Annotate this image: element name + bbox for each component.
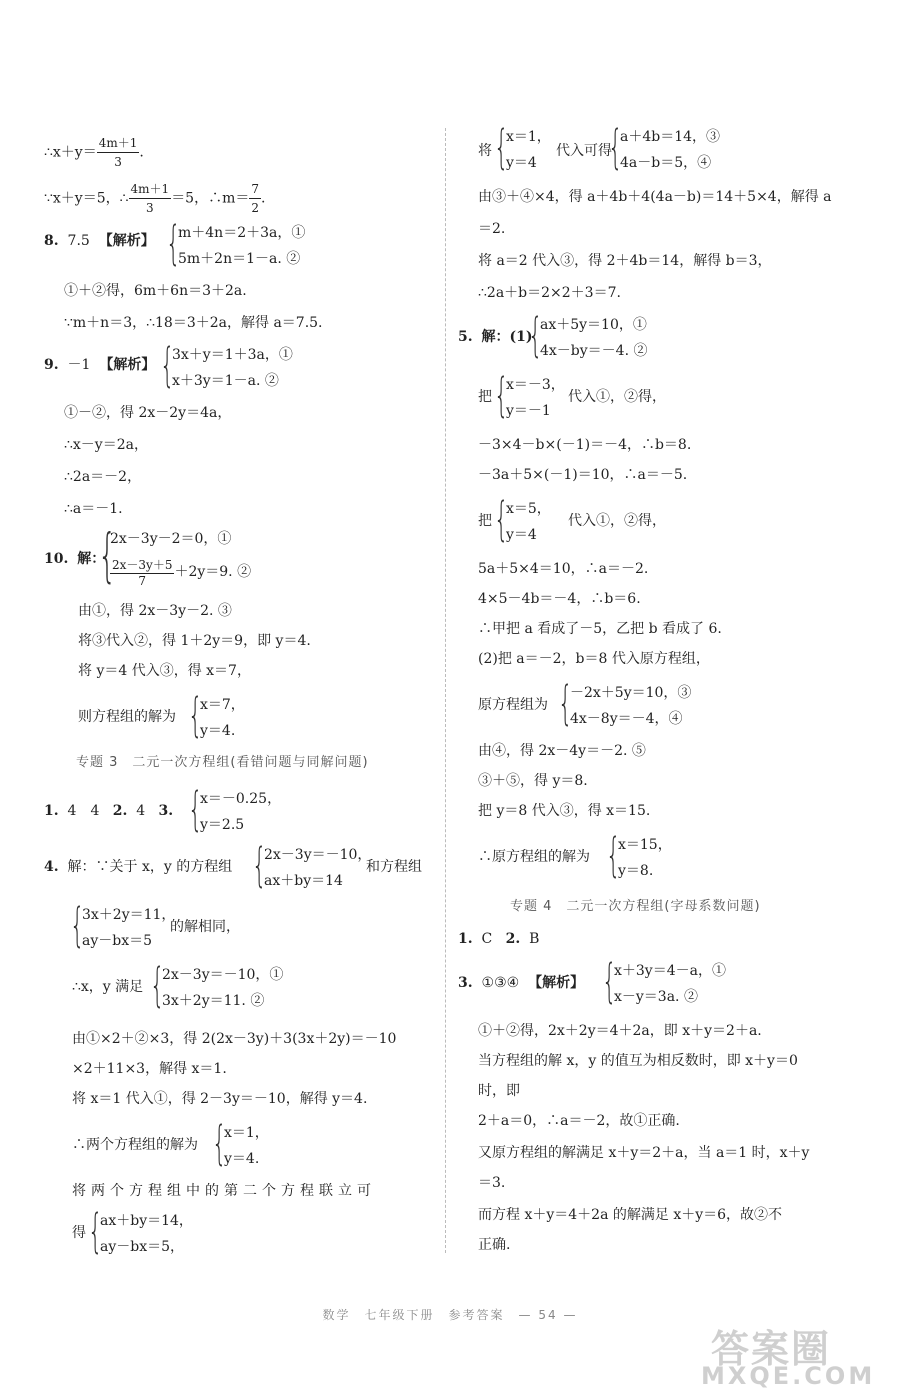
brace: { xyxy=(528,308,543,362)
text: ∴x＋y＝ xyxy=(44,144,97,161)
question-number: 2. xyxy=(112,803,128,819)
answer: B xyxy=(529,931,540,947)
eq: 4a－b＝5，④ xyxy=(620,155,712,171)
numerator: 2x－3y＋5 xyxy=(112,558,173,572)
eq: ax＋5y＝10，① xyxy=(540,317,647,333)
eq: y＝2.5 xyxy=(200,817,245,833)
watermark-logo xyxy=(701,1318,886,1388)
question-number: 1. xyxy=(458,931,473,947)
eq: ay－bx＝5 xyxy=(82,933,153,949)
answer: 7.5 xyxy=(67,233,90,249)
line: 2＋a＝0，∴a＝－2，故①正确. xyxy=(478,1113,680,1129)
line: ③＋⑤，得 y＝8. xyxy=(478,773,588,789)
brace: { xyxy=(70,898,85,952)
eq xyxy=(110,556,251,588)
question-number: 1. xyxy=(44,803,59,819)
line: ∴甲把 a 看成了－5，乙把 b 看成了 6. xyxy=(478,621,722,637)
line: 则方程组的解为 xyxy=(78,709,176,725)
numerator: 7 xyxy=(249,180,261,199)
text: 得 xyxy=(72,1225,86,1241)
text: 的解相同， xyxy=(170,919,240,935)
line: 而方程 x＋y＝4＋2a 的解满足 x＋y＝6，故②不 xyxy=(478,1207,783,1223)
line: 将 a＝2 代入③，得 2＋4b＝14，解得 b＝3， xyxy=(478,253,772,269)
brace: { xyxy=(160,338,175,392)
eq: x＝1， xyxy=(224,1125,269,1141)
eq: x＝7， xyxy=(200,697,245,713)
numerator: 4m＋1 xyxy=(97,134,140,153)
denominator: 2 xyxy=(251,201,260,215)
eq: ay－bx＝5， xyxy=(100,1239,185,1255)
brace: { xyxy=(252,838,267,892)
eq: 2x－3y＝－10，① xyxy=(162,967,284,983)
eq: ax＋by＝14 xyxy=(264,873,343,889)
eq: x＋3y＝1－a. ② xyxy=(172,373,279,389)
brace: { xyxy=(150,958,165,1012)
eq: y＝4 xyxy=(506,155,537,171)
text: 把 xyxy=(478,389,492,405)
eq: －2x＋5y＝10，③ xyxy=(570,685,692,701)
line: 由①，得 2x－3y－2. ③ xyxy=(78,603,232,619)
eq: x＋3y＝4－a，① xyxy=(614,963,726,979)
text: 解：∵关于 x，y 的方程组 xyxy=(67,859,233,875)
line: ∴a＝－1. xyxy=(64,501,123,517)
line: 正确. xyxy=(478,1237,511,1253)
line: ①－②，得 2x－2y＝4a， xyxy=(64,405,232,421)
text: 代入①，②得， xyxy=(568,513,666,529)
eq: 3x＋2y＝11， xyxy=(82,907,176,923)
line: ×2＋11×3，解得 x＝1. xyxy=(72,1061,227,1077)
column-divider xyxy=(445,128,446,1253)
eq: x＝－3， xyxy=(506,377,565,393)
line: －3a＋5×(－1)＝10，∴a＝－5. xyxy=(478,467,688,483)
eq: y＝－1 xyxy=(506,403,551,419)
text: ∴x，y 满足 xyxy=(72,979,144,995)
text: 代入①，②得， xyxy=(568,389,666,405)
line: 将两个方程组中的第二个方程联立可 xyxy=(72,1183,376,1199)
eq: a＋4b＝14，③ xyxy=(620,129,721,145)
line: －3×4－b×(－1)＝－4，∴b＝8. xyxy=(478,437,692,453)
line: 时，即 xyxy=(478,1083,520,1099)
line: ①＋②得，2x＋2y＝4＋2a，即 x＋y＝2＋a. xyxy=(478,1023,762,1039)
line: 由③＋④×4，得 a＋4b＋4(4a－b)＝14＋5×4，解得 a xyxy=(478,189,832,205)
line: ①＋②得，6m＋6n＝3＋2a. xyxy=(64,283,247,299)
denominator: 3 xyxy=(114,155,122,169)
eq: x＝－0.25， xyxy=(200,791,282,807)
fraction xyxy=(129,180,172,217)
text: ＋2y＝9. ② xyxy=(174,564,252,580)
text: 和方程组 xyxy=(366,859,422,875)
eq: 2x－3y＝－10， xyxy=(264,847,372,863)
denominator: 3 xyxy=(146,201,154,215)
eq: y＝4. xyxy=(224,1151,260,1167)
u3-head xyxy=(458,974,584,992)
analysis-label: 【解析】 xyxy=(98,233,155,249)
brace: { xyxy=(606,828,621,882)
line: ＝3. xyxy=(478,1175,506,1191)
question-number: 8. xyxy=(44,233,59,249)
solution-label: 解： xyxy=(77,551,106,567)
line: 将 y＝4 代入③，得 x＝7， xyxy=(78,663,251,679)
answer: 4 xyxy=(136,803,146,819)
answer: 4 4 xyxy=(67,803,100,819)
question-number: 2. xyxy=(505,931,521,947)
line-l1: ∴x＋y＝ $\frac{4m+1}{3}$ . xyxy=(44,136,144,169)
u-answers xyxy=(458,930,539,948)
question-number: 3. xyxy=(158,803,174,819)
text: 代入可得 xyxy=(556,143,612,159)
line: ∴x－y＝2a， xyxy=(64,437,148,453)
page-footer: 数学 七年级下册 参考答案 — 54 — xyxy=(322,1308,578,1322)
text: 把 xyxy=(478,513,492,529)
question-number: 4. xyxy=(44,859,59,875)
text: ∵x＋y＝5，∴ xyxy=(44,190,129,207)
line: (2)把 a＝－2，b＝8 代入原方程组， xyxy=(478,651,710,667)
line: 由①×2＋②×3，得 2(2x－3y)＋3(3x＋2y)＝－10 xyxy=(72,1031,397,1047)
eq: x＝1， xyxy=(506,129,551,145)
line: ∴2a＋b＝2×2＋3＝7. xyxy=(478,285,621,301)
watermark-url: MXQE.COM xyxy=(701,1362,876,1390)
line-l2: ∵x＋y＝5，∴ $\frac{4m+1}{3}$ ＝5，∴m＝ $\frac{7}{2}$ . xyxy=(44,182,266,215)
text: 将 xyxy=(478,143,492,159)
eq: 4x－by＝－4. ② xyxy=(540,343,648,359)
q4-head xyxy=(44,858,232,876)
line: 当方程组的解 x，y 的值互为相反数时，即 x＋y＝0 xyxy=(478,1053,798,1069)
line: 把 y＝8 代入③，得 x＝15. xyxy=(478,803,651,819)
brace: { xyxy=(98,521,117,589)
eq: y＝8. xyxy=(618,863,654,879)
line: 将 x＝1 代入①，得 2－3y＝－10，解得 y＝4. xyxy=(72,1091,368,1107)
t-answers xyxy=(44,802,173,820)
brace: { xyxy=(212,1116,227,1170)
eq: x＝5， xyxy=(506,501,551,517)
denominator: 7 xyxy=(138,574,147,588)
question-number: 9. xyxy=(44,357,59,373)
line: 又原方程组的解满足 x＋y＝2＋a，当 a＝1 时，x＋y xyxy=(478,1145,810,1161)
brace: { xyxy=(494,120,509,174)
eq: 3x＋2y＝11. ② xyxy=(162,993,265,1009)
line: 4×5－4b＝－4，∴b＝6. xyxy=(478,591,641,607)
question-number: 5. xyxy=(458,329,473,345)
brace: { xyxy=(494,368,509,422)
line: 5a＋5×4＝10，∴a＝－2. xyxy=(478,561,649,577)
section-title: 专题 3 二元一次方程组(看错问题与同解问题) xyxy=(76,755,369,770)
watermark-text: 答案圈 xyxy=(711,1327,832,1371)
line: ∵m＋n＝3，∴18＝3＋2a，解得 a＝7.5. xyxy=(64,315,323,331)
brace: { xyxy=(188,688,203,742)
q9-head xyxy=(44,356,155,374)
fraction xyxy=(110,556,174,588)
analysis-label: 【解析】 xyxy=(528,975,585,991)
brace: { xyxy=(88,1204,103,1258)
text: 原方程组为 xyxy=(478,697,548,713)
eq: 4x－8y＝－4，④ xyxy=(570,711,683,727)
q10-head xyxy=(44,550,105,568)
eq: 2x－3y－2＝0，① xyxy=(110,531,232,547)
brace: { xyxy=(166,216,181,270)
numerator: 4m＋1 xyxy=(129,180,172,199)
brace: { xyxy=(608,120,623,174)
analysis-label: 【解析】 xyxy=(99,357,156,373)
line: 由④，得 2x－4y＝－2. ⑤ xyxy=(478,743,646,759)
q5-head xyxy=(458,328,533,346)
brace: { xyxy=(602,954,617,1008)
eq: ax＋by＝14， xyxy=(100,1213,193,1229)
brace: { xyxy=(494,492,509,546)
eq: x－y＝3a. ② xyxy=(614,989,698,1005)
answer: C xyxy=(481,931,493,947)
brace: { xyxy=(188,782,203,836)
fraction xyxy=(249,180,261,217)
eq: y＝4 xyxy=(506,527,537,543)
answer: －1 xyxy=(67,357,91,373)
text: 解：(1) xyxy=(481,329,533,345)
eq: m＋4n＝2＋3a，① xyxy=(178,225,306,241)
eq: 3x＋y＝1＋3a，① xyxy=(172,347,293,363)
section-title: 专题 4 二元一次方程组(字母系数问题) xyxy=(510,899,761,914)
question-number: 3. xyxy=(458,975,473,991)
q8-head xyxy=(44,232,155,250)
line: ＝2. xyxy=(478,221,506,237)
eq: x＝15， xyxy=(618,837,672,853)
line: ∴2a＝－2， xyxy=(64,469,142,485)
brace: { xyxy=(558,676,573,730)
text: ∴原方程组的解为 xyxy=(478,849,590,865)
answer: ①③④ xyxy=(481,975,520,991)
eq: y＝4. xyxy=(200,723,236,739)
eq: 5m＋2n＝1－a. ② xyxy=(178,251,301,267)
fraction xyxy=(97,134,140,171)
text: ∴两个方程组的解为 xyxy=(72,1137,198,1153)
question-number: 10. xyxy=(44,551,69,567)
text: ＝5，∴m＝ xyxy=(171,190,250,207)
line: 将③代入②，得 1＋2y＝9，即 y＝4. xyxy=(78,633,311,649)
